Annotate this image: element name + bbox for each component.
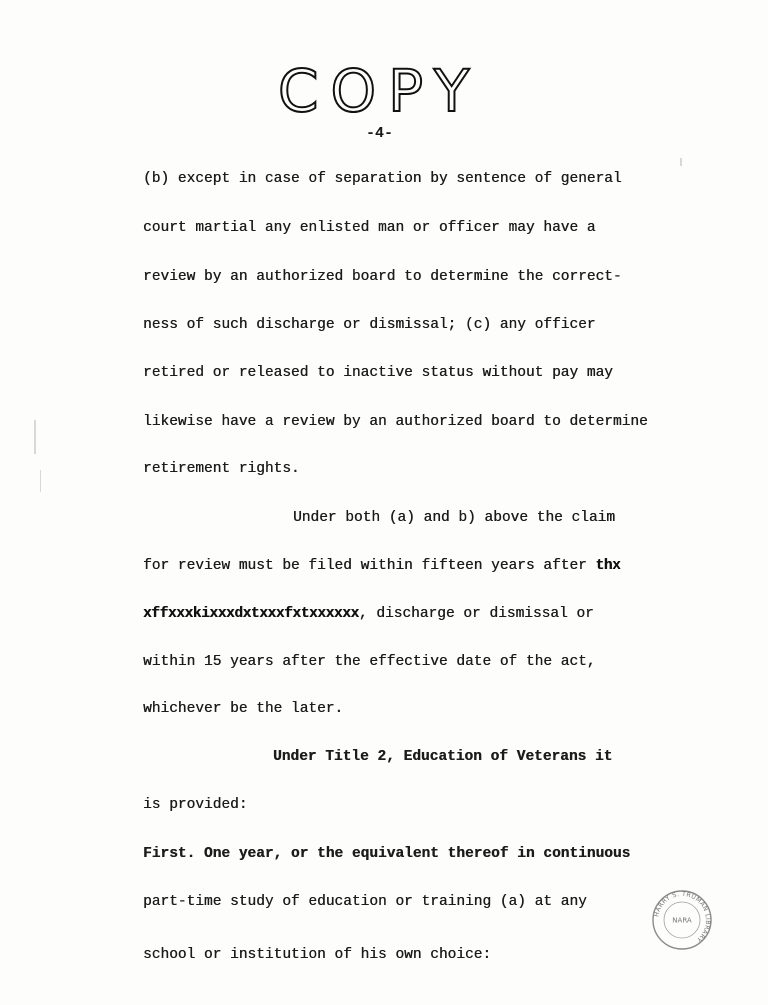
- struck-text-2: xffxxxkixxxdxtxxxfxtxxxxxx: [143, 606, 359, 622]
- struck-text-1: thx: [595, 558, 621, 574]
- scan-mark: [34, 420, 36, 454]
- text-line-17: school or institution of his own choice:: [143, 947, 492, 963]
- page-number: -4-: [366, 125, 394, 142]
- text-line-9-main: for review must be filed within fifteen years after: [143, 558, 587, 574]
- scan-mark: [40, 470, 41, 492]
- text-line-6: likewise have a review by an authorized board to determine: [143, 414, 648, 430]
- text-line-1: (b) except in case of separation by sentence of general: [143, 171, 622, 187]
- text-line-10-rest: , discharge or dismissal or: [358, 606, 594, 622]
- text-line-10: [143, 605, 594, 623]
- text-line-12: whichever be the later.: [143, 701, 344, 717]
- seal-ring-text: HARRY S. TRUMAN LIBRARY: [653, 890, 712, 944]
- text-line-4: ness of such discharge or dismissal; (c) any officer: [143, 317, 596, 333]
- copy-stamp: COPY: [278, 57, 482, 125]
- text-line-14: is provided:: [143, 797, 248, 813]
- scan-mark: [680, 158, 682, 166]
- seal-center-text: NARA: [672, 916, 692, 925]
- text-line-7: retirement rights.: [143, 461, 300, 477]
- text-line-15: First. One year, or the equivalent thereof in continuous: [143, 846, 631, 862]
- text-line-9: [143, 557, 620, 575]
- text-line-2: court martial any enlisted man or officer may have a: [143, 220, 596, 236]
- text-line-16: part-time study of education or training (a) at any: [143, 894, 587, 910]
- truman-library-seal-icon: [650, 888, 714, 952]
- text-line-13-indented: Under Title 2, Education of Veterans it: [273, 749, 613, 765]
- text-line-8-indented: Under both (a) and b) above the claim: [293, 510, 615, 526]
- text-line-5: retired or released to inactive status without pay may: [143, 365, 613, 381]
- text-line-11: within 15 years after the effective date of the act,: [143, 654, 596, 670]
- text-line-3: review by an authorized board to determine the correct-: [143, 269, 622, 285]
